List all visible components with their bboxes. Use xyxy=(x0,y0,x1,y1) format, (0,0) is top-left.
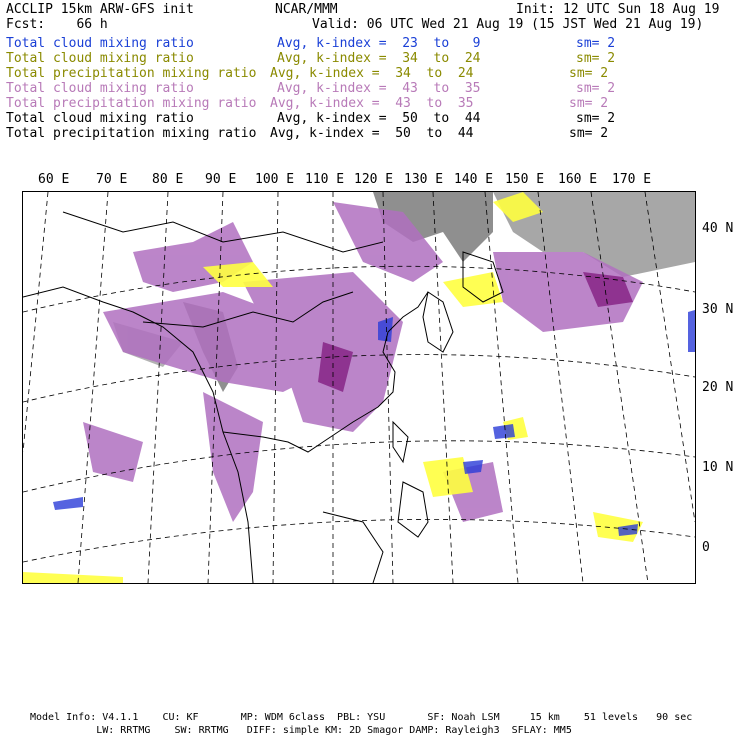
lon-label: 140 E xyxy=(454,172,494,187)
lat-label: 40 N xyxy=(702,221,734,236)
organization-label: NCAR/MMM xyxy=(275,2,338,17)
legend-row-2-field: Total cloud mixing ratio xyxy=(6,51,194,66)
legend-row-1-sm: sm= 2 xyxy=(576,36,616,51)
legend-row-3-field: Total precipitation mixing ratio xyxy=(6,66,257,81)
legend-row-7-avg: Avg, k-index = 50 to 44 xyxy=(270,126,474,141)
lat-label: 10 N xyxy=(702,460,734,475)
forecast-hour: Fcst: 66 h xyxy=(6,17,108,32)
lat-label: 30 N xyxy=(702,302,734,317)
forecast-map xyxy=(22,191,696,584)
legend-row-6-field: Total cloud mixing ratio xyxy=(6,111,194,126)
legend-row-1-field: Total cloud mixing ratio xyxy=(6,36,194,51)
legend-row-4-field: Total cloud mixing ratio xyxy=(6,81,194,96)
lon-label: 150 E xyxy=(505,172,545,187)
legend-row-2-avg: Avg, k-index = 34 to 24 xyxy=(277,51,481,66)
lon-label: 170 E xyxy=(612,172,652,187)
lon-label: 90 E xyxy=(205,172,237,187)
legend-row-3-sm: sm= 2 xyxy=(569,66,609,81)
legend-row-5-sm: sm= 2 xyxy=(569,96,609,111)
legend-row-4-sm: sm= 2 xyxy=(576,81,616,96)
legend-row-3-avg: Avg, k-index = 34 to 24 xyxy=(270,66,474,81)
map-canvas xyxy=(23,192,695,583)
lat-label: 0 xyxy=(702,540,710,555)
legend-row-1-avg: Avg, k-index = 23 to 9 xyxy=(277,36,481,51)
legend-row-6-sm: sm= 2 xyxy=(576,111,616,126)
legend-row-5-avg: Avg, k-index = 43 to 35 xyxy=(270,96,474,111)
model-info-line-1: Model Info: V4.1.1 CU: KF MP: WDM 6class PBL: YSU SF: Noah LSM 15 km 51 levels 90 sec xyxy=(30,712,693,723)
legend-row-4-avg: Avg, k-index = 43 to 35 xyxy=(277,81,481,96)
product-title: ACCLIP 15km ARW-GFS init xyxy=(6,2,194,17)
lon-label: 60 E xyxy=(38,172,70,187)
lon-label: 100 E xyxy=(255,172,295,187)
legend-row-6-avg: Avg, k-index = 50 to 44 xyxy=(277,111,481,126)
lon-label: 130 E xyxy=(404,172,444,187)
valid-time: Valid: 06 UTC Wed 21 Aug 19 (15 JST Wed 21 Aug 19) xyxy=(312,17,704,32)
legend-row-7-sm: sm= 2 xyxy=(569,126,609,141)
legend-row-2-sm: sm= 2 xyxy=(576,51,616,66)
lon-label: 80 E xyxy=(152,172,184,187)
init-time: Init: 12 UTC Sun 18 Aug 19 xyxy=(516,2,720,17)
lon-label: 160 E xyxy=(558,172,598,187)
legend-row-5-field: Total precipitation mixing ratio xyxy=(6,96,257,111)
lat-label: 20 N xyxy=(702,380,734,395)
model-info-line-2: LW: RRTMG SW: RRTMG DIFF: simple KM: 2D Smagor DAMP: Rayleigh3 SFLAY: MM5 xyxy=(30,725,572,736)
lon-label: 70 E xyxy=(96,172,128,187)
lon-label: 120 E xyxy=(354,172,394,187)
lon-label: 110 E xyxy=(305,172,345,187)
legend-row-7-field: Total precipitation mixing ratio xyxy=(6,126,257,141)
